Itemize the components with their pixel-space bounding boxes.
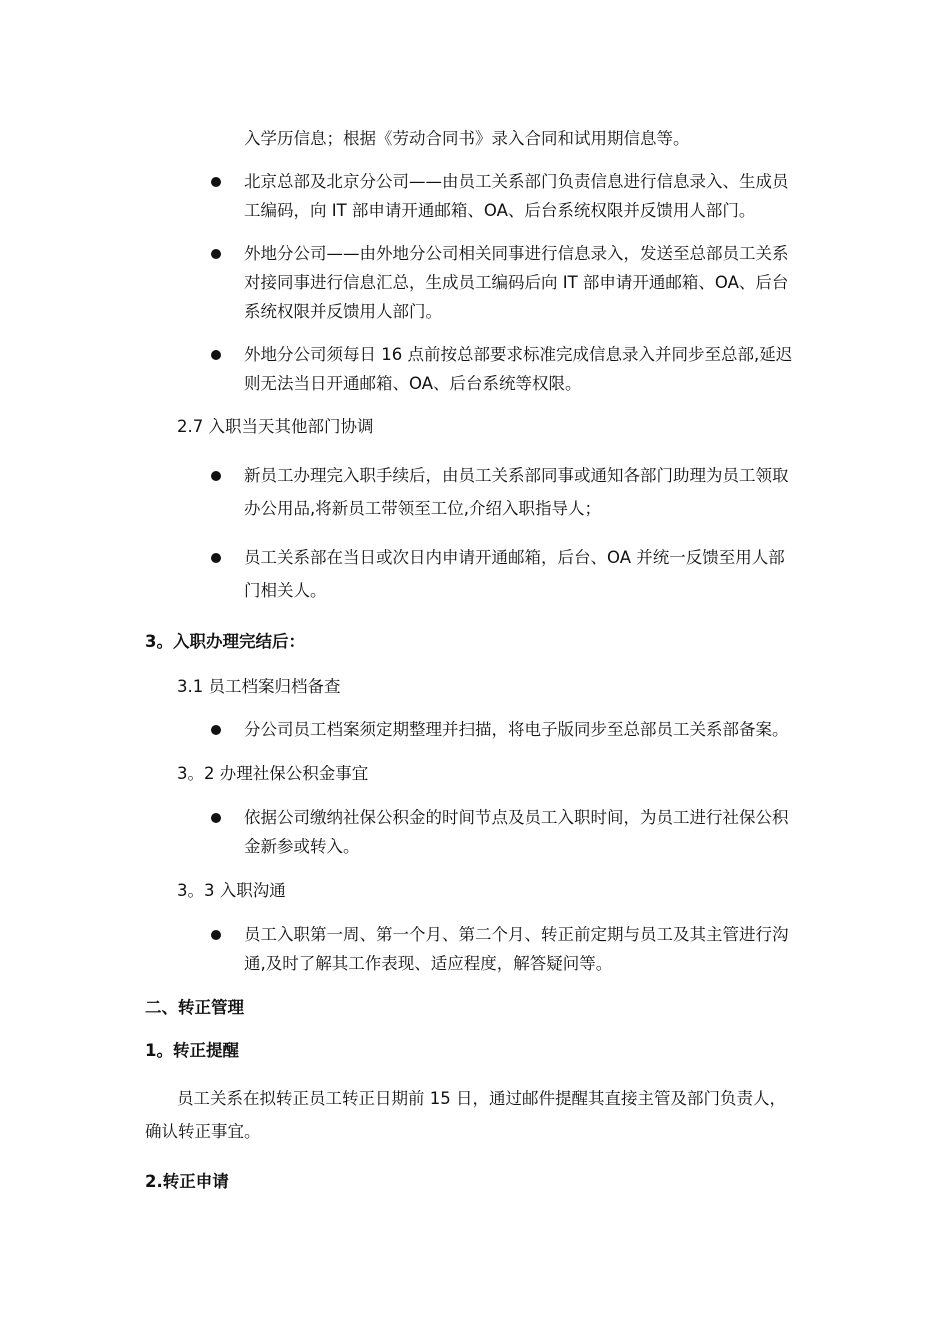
bullet-icon xyxy=(211,177,221,187)
body-line: 外地分公司须每日 16 点前按总部要求标准完成信息录入并同步至总部,延迟 xyxy=(244,345,793,364)
body-line: 员工入职第一周、第一个月、第二个月、转正前定期与员工及其主管进行沟 xyxy=(244,925,789,944)
body-line: 分公司员工档案须定期整理并扫描，将电子版同步至总部员工关系部备案。 xyxy=(244,720,789,739)
body-line: 员工关系部在当日或次日内申请开通邮箱，后台、OA 并统一反馈至用人部 xyxy=(244,548,785,567)
bullet-icon xyxy=(211,725,221,735)
bullet-icon xyxy=(211,930,221,940)
section-heading: 3。入职办理完结后： xyxy=(145,632,305,651)
body-line: 办公用品,将新员工带领至工位,介绍入职指导人； xyxy=(244,499,601,518)
bullet-icon xyxy=(211,249,221,259)
subsection-heading: 3.1 员工档案归档备查 xyxy=(177,677,341,696)
body-line: 则无法当日开通邮箱、OA、后台系统等权限。 xyxy=(244,374,582,393)
bullet-icon xyxy=(211,813,221,823)
body-line: 新员工办理完入职手续后，由员工关系部同事或通知各部门助理为员工领取 xyxy=(244,466,789,485)
body-line: 员工关系在拟转正员工转正日期前 15 日，通过邮件提醒其直接主管及部门负责人， xyxy=(177,1089,786,1108)
body-line: 外地分公司——由外地分公司相关同事进行信息录入，发送至总部员工关系 xyxy=(244,244,789,263)
subsection-heading: 3。2 办理社保公积金事宜 xyxy=(177,764,369,783)
bullet-icon xyxy=(211,350,221,360)
body-line: 通,及时了解其工作表现、适应程度，解答疑问等。 xyxy=(244,954,613,973)
bullet-icon xyxy=(211,471,221,481)
body-line: 入学历信息；根据《劳动合同书》录入合同和试用期信息等。 xyxy=(244,129,690,148)
section-heading: 2.转正申请 xyxy=(145,1172,229,1191)
section-heading: 1。转正提醒 xyxy=(145,1041,239,1060)
subsection-heading: 2.7 入职当天其他部门协调 xyxy=(177,417,374,436)
body-line: 依据公司缴纳社保公积金的时间节点及员工入职时间，为员工进行社保公积 xyxy=(244,808,789,827)
body-line: 北京总部及北京分公司——由员工关系部门负责信息进行信息录入、生成员 xyxy=(244,172,789,191)
body-line: 金新参或转入。 xyxy=(244,837,360,856)
body-line: 工编码，向 IT 部申请开通邮箱、OA、后台系统权限并反馈用人部门。 xyxy=(244,201,756,220)
subsection-heading: 3。3 入职沟通 xyxy=(177,881,286,900)
bullet-icon xyxy=(211,553,221,563)
body-line: 对接同事进行信息汇总，生成员工编码后向 IT 部申请开通邮箱、OA、后台 xyxy=(244,273,789,292)
chapter-heading: 二、转正管理 xyxy=(145,998,244,1017)
body-line: 系统权限并反馈用人部门。 xyxy=(244,302,442,321)
body-line: 确认转正事宜。 xyxy=(145,1122,261,1141)
body-line: 门相关人。 xyxy=(244,581,327,600)
